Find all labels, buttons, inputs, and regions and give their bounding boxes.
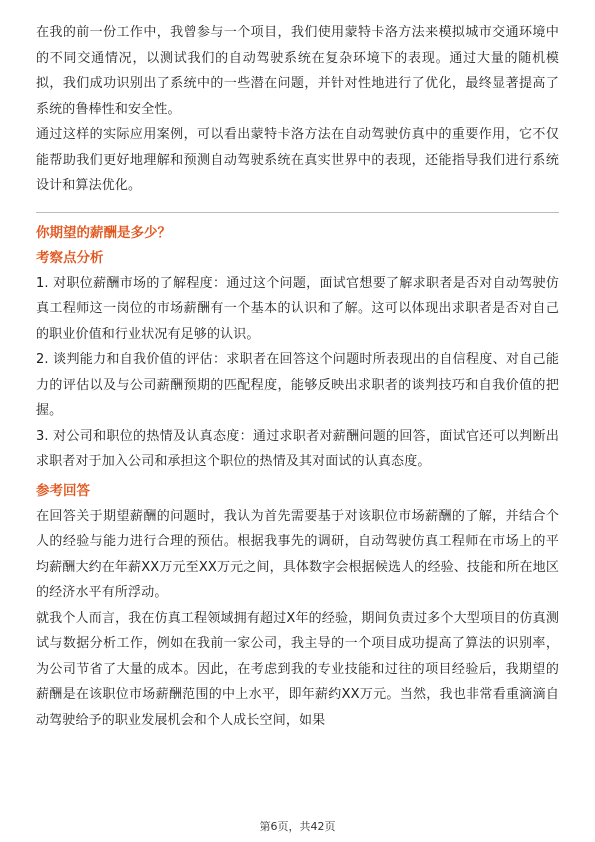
intro-paragraph-2: 通过这样的实际应用案例，可以看出蒙特卡洛方法在自动驾驶仿真中的重要作用，它不仅能帮助我们更好地理解和预测自动驾驶系统在真实世界中的表现，还能指导我们进行系统设计和算法优化。 [36, 127, 559, 193]
intro-paragraph-1: 在我的前一份工作中，我曾参与一个项目，我们使用蒙特卡洛方法来模拟城市交通环境中的不同交通情况，以测试我们的自动驾驶系统在复杂环境下的表现。通过大量的随机模拟，我们成功识别出了系统中的一些潜在问题，并针对性地进行了优化，最终显著提高了系统的鲁棒性和安全性。 [36, 25, 559, 117]
answer-paragraph-2: 就我个人而言，我在仿真工程领域拥有超过X年的经验，期间负责过多个大型项目的仿真测试与数据分析工作，例如在我前一家公司，我主导的一个项目成功提高了算法的识别率，为公司节省了大量的成本。因此，在考虑到我的专业技能和过往的项目经验后，我期望的薪酬是在该职位市场薪酬范围的中上水平，即年薪约XX万元。当然，我也非常看重滴滴自动驾驶给予的职业发展机会和个人成长空间，如果 [36, 610, 559, 728]
page-number: 第6页，共42页 [259, 820, 336, 833]
analysis-item-1: 1. 对职位薪酬市场的了解程度：通过这个问题，面试官想要了解求职者是否对自动驾驶仿真工程师这一岗位的市场薪酬有一个基本的认识和了解。这可以体现出求职者是否对自己的职业价值和行业状况有足够的认识。 [36, 275, 559, 342]
section-divider [36, 212, 559, 213]
answer-heading: 参考回答 [36, 482, 90, 499]
question-title: 你期望的薪酬是多少？ [36, 224, 171, 241]
answer-paragraph-1: 在回答关于期望薪酬的问题时，我认为首先需要基于对该职位市场薪酬的了解，并结合个人的经验与能力进行合理的预估。根据我事先的调研，自动驾驶仿真工程师在市场上的平均薪酬大约在年薪XX万元至XX万元之间，具体数字会根据候选人的经验、技能和所在地区的经济水平有所浮动。 [36, 508, 559, 600]
page-content [36, 20, 559, 733]
analysis-item-2: 2. 谈判能力和自我价值的评估：求职者在回答这个问题时所表现出的自信程度、对自己能力的评估以及与公司薪酬预期的匹配程度，能够反映出求职者的谈判技巧和自我价值的把握。 [36, 352, 559, 418]
analysis-item-3: 3. 对公司和职位的热情及认真态度：通过求职者对薪酬问题的回答，面试官还可以判断出求职者对于加入公司和承担这个职位的热情及其对面试的认真态度。 [36, 428, 559, 469]
analysis-heading: 考察点分析 [36, 249, 104, 266]
